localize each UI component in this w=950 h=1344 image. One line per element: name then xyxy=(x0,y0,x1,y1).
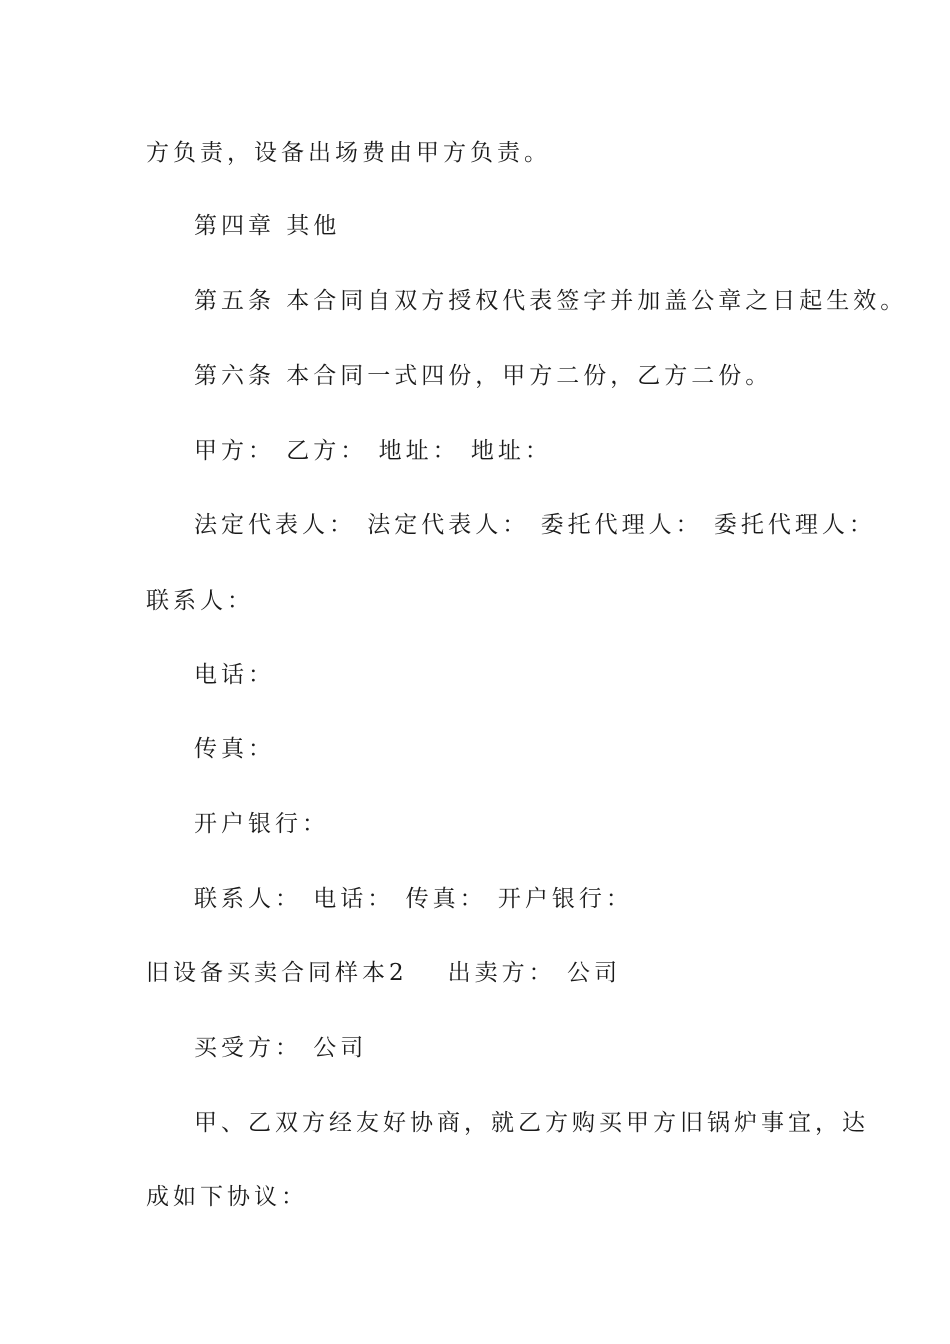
fax-line: 传真： xyxy=(194,736,275,762)
bank-line: 开户银行： xyxy=(194,811,329,837)
agreement-intro: 甲、乙双方经友好协商，就乙方购买甲方旧锅炉事宜，达 xyxy=(194,1110,869,1136)
contact-line: 联系人： xyxy=(146,588,254,614)
agreement-intro-continued: 成如下协议： xyxy=(146,1184,308,1210)
buyer-line: 买受方： 公司 xyxy=(194,1035,368,1061)
phone-line: 电话： xyxy=(194,662,275,688)
sample-title: 旧设备买卖合同样本2 xyxy=(146,960,408,986)
chapter-heading: 第四章 其他 xyxy=(194,213,341,239)
article-five: 第五条 本合同自双方授权代表签字并加盖公章之日起生效。 xyxy=(194,288,908,314)
article-six: 第六条 本合同一式四份，甲方二份，乙方二份。 xyxy=(194,363,773,389)
seller-label: 出卖方： 公司 xyxy=(447,960,621,986)
sample-title-line xyxy=(146,958,621,988)
party-address-line: 甲方： 乙方： 地址： 地址： xyxy=(194,438,552,464)
contact-summary-line: 联系人： 电话： 传真： 开户银行： xyxy=(194,886,633,912)
paragraph-line: 方负责，设备出场费由甲方负责。 xyxy=(146,140,551,166)
representative-line: 法定代表人： 法定代表人： 委托代理人： 委托代理人： xyxy=(194,512,876,538)
